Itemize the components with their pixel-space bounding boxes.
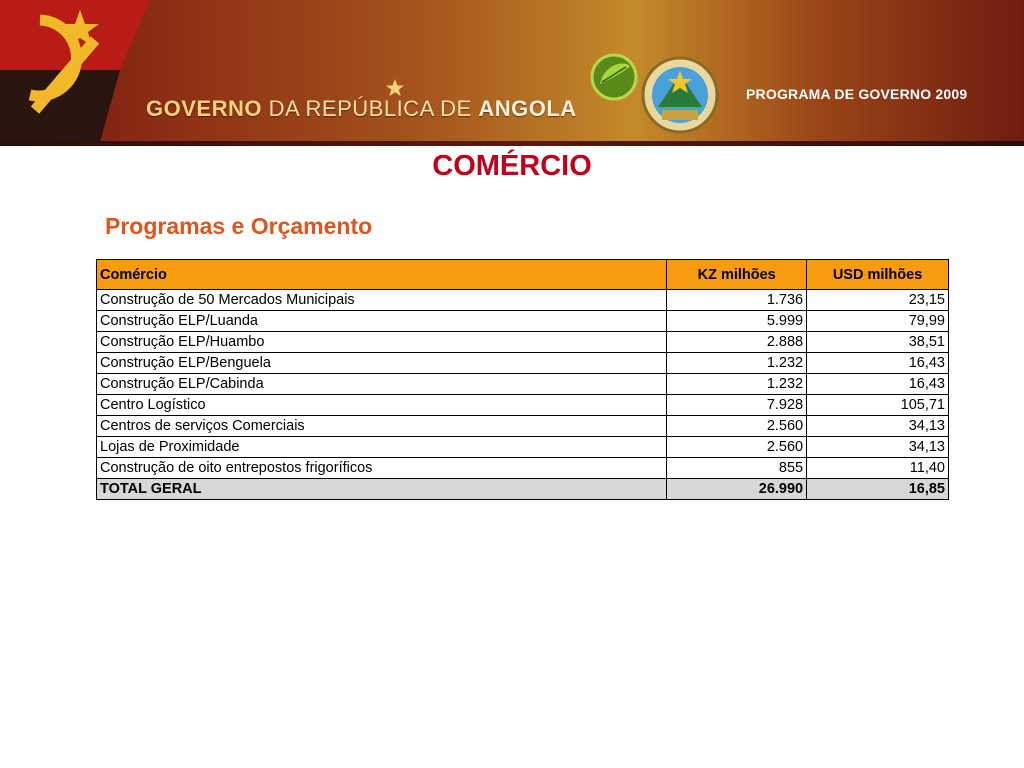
row-kz: 2.560 (667, 437, 807, 458)
row-kz: 7.928 (667, 395, 807, 416)
table-row (97, 416, 949, 437)
row-usd: 16,43 (807, 374, 949, 395)
angola-flag-emblem (0, 0, 150, 142)
row-name: Construção de 50 Mercados Municipais (97, 290, 667, 311)
budget-table (96, 259, 949, 500)
row-kz: 1.736 (667, 290, 807, 311)
row-kz: 855 (667, 458, 807, 479)
row-name: Construção ELP/Cabinda (97, 374, 667, 395)
row-name: Construção ELP/Luanda (97, 311, 667, 332)
national-seal-icon (640, 52, 720, 138)
row-usd: 11,40 (807, 458, 949, 479)
row-usd: 79,99 (807, 311, 949, 332)
header-comercio: Comércio (97, 260, 667, 290)
row-name: Centros de serviços Comerciais (97, 416, 667, 437)
leaf-emblem-icon (590, 52, 638, 102)
table-row (97, 458, 949, 479)
row-name: Construção ELP/Benguela (97, 353, 667, 374)
banner-text-republica: DA REPÚBLICA DE (268, 96, 479, 121)
table-row (97, 395, 949, 416)
star-icon (385, 78, 405, 98)
banner-text-governo: GOVERNO (146, 96, 269, 121)
row-usd: 34,13 (807, 416, 949, 437)
header-usd-milhoes: USD milhões (807, 260, 949, 290)
row-usd: 23,15 (807, 290, 949, 311)
row-kz: 1.232 (667, 353, 807, 374)
row-kz: 2.888 (667, 332, 807, 353)
banner-text-angola: ANGOLA (478, 96, 577, 121)
banner-divider (0, 141, 1024, 146)
row-name: Construção de oito entrepostos frigoríficos (97, 458, 667, 479)
table-row (97, 353, 949, 374)
row-kz: 2.560 (667, 416, 807, 437)
table-row (97, 290, 949, 311)
table-header-row (97, 260, 949, 290)
table-row (97, 311, 949, 332)
row-kz: 1.232 (667, 374, 807, 395)
header-banner (0, 0, 1024, 146)
section-title: Programas e Orçamento (105, 213, 373, 239)
table-total-row (97, 479, 949, 500)
total-kz: 26.990 (667, 479, 807, 500)
program-title: PROGRAMA DE GOVERNO 2009 (746, 86, 968, 102)
row-name: Construção ELP/Huambo (97, 332, 667, 353)
table-row (97, 437, 949, 458)
page-title: COMÉRCIO (432, 150, 592, 182)
row-usd: 34,13 (807, 437, 949, 458)
total-label: TOTAL GERAL (97, 479, 667, 500)
total-usd: 16,85 (807, 479, 949, 500)
row-usd: 105,71 (807, 395, 949, 416)
table-row (97, 374, 949, 395)
row-name: Lojas de Proximidade (97, 437, 667, 458)
row-name: Centro Logístico (97, 395, 667, 416)
header-kz-milhoes: KZ milhões (667, 260, 807, 290)
table-row (97, 332, 949, 353)
row-kz: 5.999 (667, 311, 807, 332)
row-usd: 38,51 (807, 332, 949, 353)
row-usd: 16,43 (807, 353, 949, 374)
government-banner-text (146, 96, 577, 122)
